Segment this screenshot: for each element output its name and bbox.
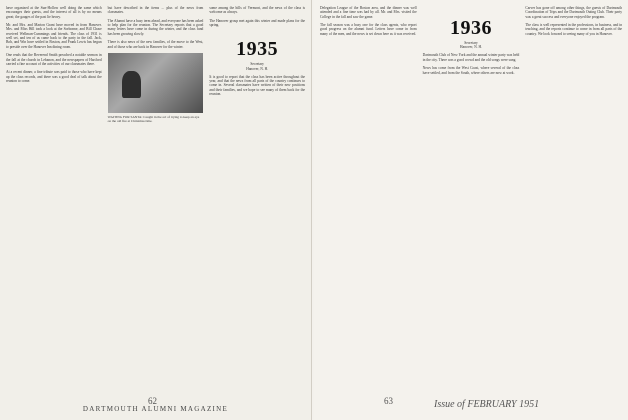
right-page	[314, 0, 628, 420]
column-text: but have described in the items ... plus of the news from classmates. The Alumni have a busy term ahead, and everyone has been asked to help plan for the reunion. The Secretary reports that a good many letters have come in during the winter, and the class fund has been growing slowly. There is also news of the new families, of the move to the West, and of those who are back in Hanover for the winter.	[107, 6, 204, 49]
left-column-1	[6, 6, 102, 398]
page-number: 62	[148, 396, 157, 406]
left-columns	[6, 6, 305, 398]
class-secretary-line: Secretary Hanover, N. H.	[460, 41, 482, 50]
photo-caption: WAITING FOR SANTA: Caught in the act of trying to keep an eye on the old fire at Christmas time.	[107, 114, 200, 123]
column-text: Carver has gone off among other things, the guests of Dartmouth Coordination of Trips and the Dartmouth Outing Club. Their party was a great success and everyone enjoyed the program. The class is well represented in the professions, in business, and in teaching, and the reports continue to come in from all parts of the country. We look forward to seeing many of you in Hanover.	[525, 6, 623, 36]
column-text: Delegation League of the Boston area, and the dinner was well attended and a fine time was had by all. Mr. and Mrs. visited the College in the fall and saw the game. The fall season was a busy one for the class agents, who report good progress on the alumni fund. Letters have come in from many of the men, and the news is set down here as it was received.	[320, 6, 417, 36]
class-year-heading: 1935	[236, 38, 279, 61]
left-column-2	[108, 6, 204, 398]
column-text: have organized at the Sun-Hollow well doing the same which encourages their guests, and the interest of all is by no means great; the gauges of the past lie heavy. Mr. and Mrs. and Marion Grant have moved in from Hanover. Mrs. and Miss Hill took a look at the Sorbonne, and Bill Chase received Wellman-Cummings and friends. The class of 1931 is well set, and ten of us came back to the party in the fall. Jack, Bob, and Win have settled in Boston, and Frank Lewis has begun to preside over the Hanover Inn dining room. One reads that the Reverend Smith preached a notable sermon in the fall at the church in Lebanon, and the newspapers of Hartford carried a fine account of the activities of our classmates there. At a recent dinner, a fine tribute was paid to those who have kept up the class records, and there was a good deal of talk about the reunion to come.	[6, 6, 102, 84]
right-column-1	[320, 6, 417, 398]
issue-date-line: Issue of FEBRUARY 1951	[434, 399, 540, 410]
class-year-heading: 1936	[450, 17, 492, 39]
magazine-footer: DARTMOUTH ALUMNI MAGAZINE	[82, 405, 229, 413]
left-page	[0, 0, 312, 420]
right-columns	[320, 6, 622, 398]
column-text: Dartmouth Club of New York and the annual winter party was held in the city. There was a good crowd and the old songs were sung. News has come from the West Coast, where several of the class have settled, and from the South, where others are now at work.	[422, 53, 520, 75]
right-column-3	[525, 6, 622, 398]
right-column-2	[423, 6, 520, 398]
class-secretary-line: Secretary Hanover, N. H.	[246, 62, 269, 71]
column-text: some among the hills of Vermont, and the news of the class is welcome as always. The Hanover group met again this winter and made plans for the spring.	[209, 6, 306, 28]
page-number: 63	[384, 396, 393, 406]
left-column-3	[209, 6, 305, 398]
column-text: It is good to report that the class has been active throughout the year, and that the news from all parts of the country continues to come in. Several classmates have written of their new positions and their families, and we hope to see many of them back for the reunion.	[209, 74, 306, 97]
class-photo	[108, 53, 204, 113]
